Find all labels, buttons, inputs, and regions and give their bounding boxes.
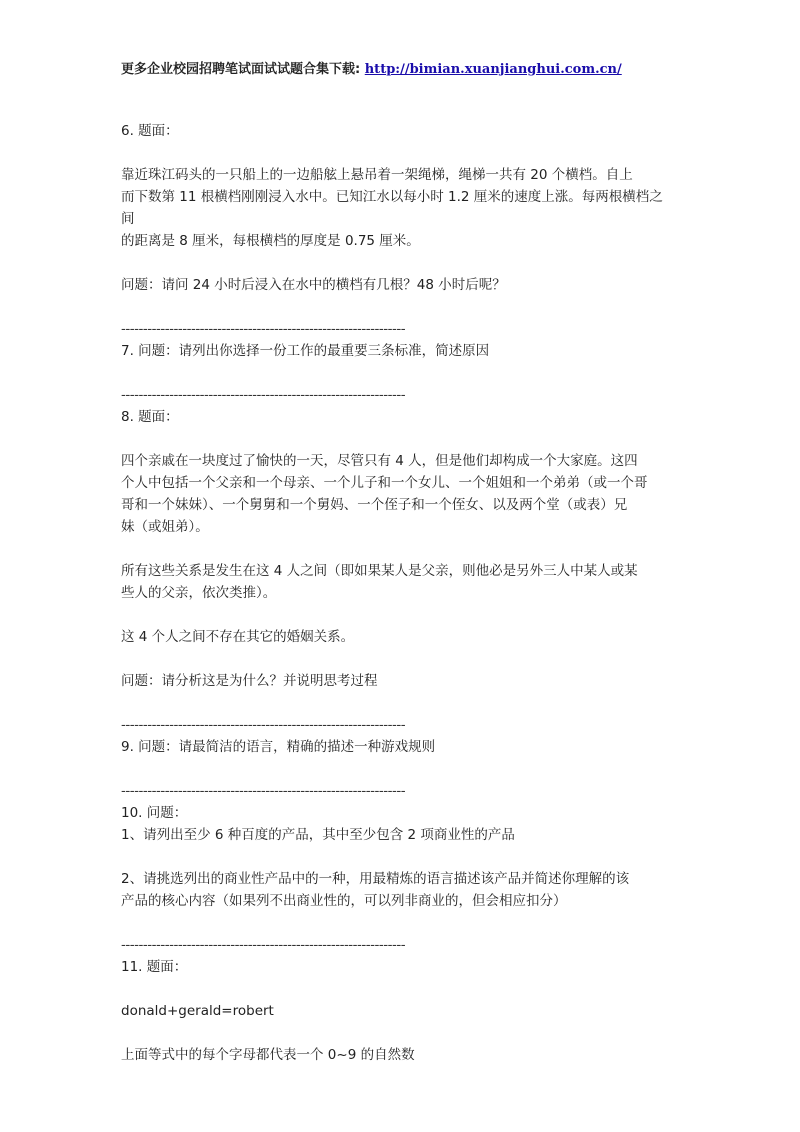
- q11-title: 11. 题面：: [121, 959, 188, 975]
- q6-title: 6. 题面：: [121, 123, 179, 139]
- q8-para2-line-1: 所有这些关系是发生在这 4 人之间（即如果某人是父亲，则他必是另外三人中某人或某: [121, 563, 638, 579]
- separator: -----------------------------------------------------------------: [121, 937, 406, 953]
- q8-para2-line-2: 些人的父亲，依次类推）。: [121, 585, 277, 601]
- q6-line-4: 的距离是 8 厘米，每根横档的厚度是 0.75 厘米。: [121, 233, 420, 249]
- separator: -----------------------------------------------------------------: [121, 387, 406, 403]
- separator: -----------------------------------------------------------------: [121, 717, 406, 733]
- q8-para3: 这 4 个人之间不存在其它的婚姻关系。: [121, 629, 355, 645]
- q8-line-1: 四个亲戚在一块度过了愉快的一天，尽管只有 4 人，但是他们却构成一个大家庭。这四: [121, 453, 638, 469]
- q6-question: 问题：请问 24 小时后浸入在水中的横档有几根？48 小时后呢？: [121, 277, 506, 293]
- document-body: [121, 120, 691, 1066]
- q7-title: 7. 问题：请列出你选择一份工作的最重要三条标准，简述原因: [121, 343, 490, 359]
- q10-item-2-line-1: 2、请挑选列出的商业性产品中的一种，用最精炼的语言描述该产品并简述你理解的该: [121, 871, 630, 887]
- q11-equation: donald+gerald=robert: [121, 1003, 274, 1019]
- q10-title: 10. 问题：: [121, 805, 188, 821]
- download-link[interactable]: http://bimian.xuanjianghui.com.cn/: [364, 62, 622, 77]
- q8-title: 8. 题面：: [121, 409, 179, 425]
- q11-description: 上面等式中的每个字母都代表一个 0~9 的自然数: [121, 1047, 415, 1063]
- q8-line-2: 个人中包括一个父亲和一个母亲、一个儿子和一个女儿、一个姐姐和一个弟弟（或一个哥: [121, 475, 648, 491]
- q6-line-1: 靠近珠江码头的一只船上的一边船舷上悬吊着一架绳梯，绳梯一共有 20 个横档。自上: [121, 167, 633, 183]
- separator: -----------------------------------------------------------------: [121, 783, 406, 799]
- page-header: [121, 58, 622, 77]
- separator: -----------------------------------------------------------------: [121, 321, 406, 337]
- q8-question: 问题：请分析这是为什么？并说明思考过程: [121, 673, 378, 689]
- q10-item-1: 1、请列出至少 6 种百度的产品，其中至少包含 2 项商业性的产品: [121, 827, 515, 843]
- q10-item-2-line-2: 产品的核心内容（如果列不出商业性的，可以列非商业的，但会相应扣分）: [121, 893, 567, 909]
- q8-line-3: 哥和一个妹妹）、一个舅舅和一个舅妈、一个侄子和一个侄女、以及两个堂（或表）兄: [121, 497, 628, 513]
- q6-line-2: 而下数第 11 根横档刚刚浸入水中。已知江水以每小时 1.2 厘米的速度上涨。每两根横档之: [121, 189, 663, 205]
- header-text: 更多企业校园招聘笔试面试试题合集下载:: [121, 62, 365, 77]
- q6-line-3: 间: [121, 211, 135, 227]
- q8-line-4: 妹（或姐弟）。: [121, 519, 209, 535]
- q9-title: 9. 问题：请最简洁的语言，精确的描述一种游戏规则: [121, 739, 436, 755]
